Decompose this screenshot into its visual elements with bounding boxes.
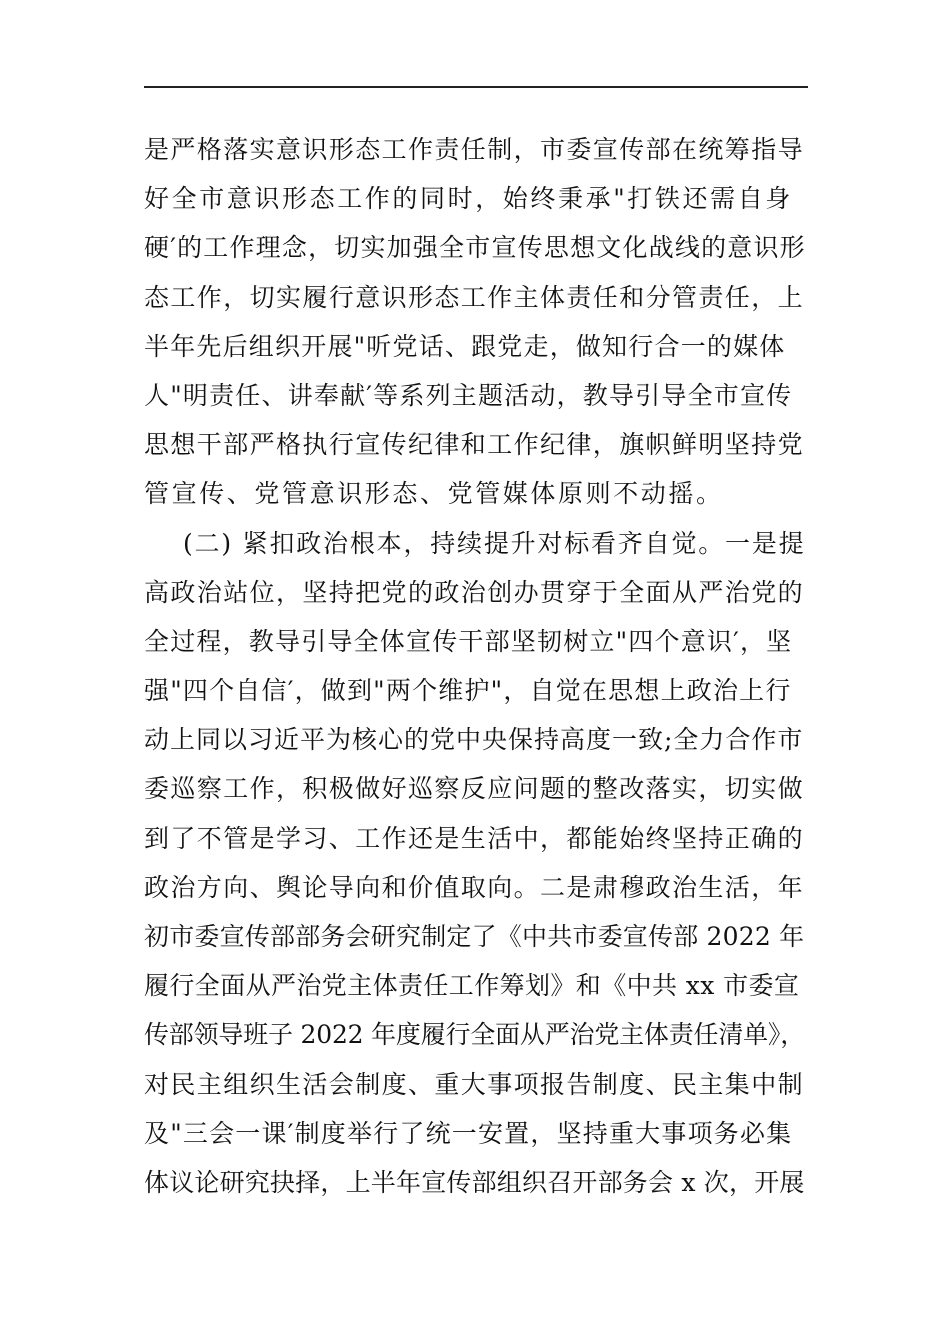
text-line: 政治方向、舆论导向和价值取向。二是肃穆政治生活，年	[144, 872, 805, 902]
text-line: 体议论研究抉择，上半年宣传部组织召开部务会 x 次，开展	[144, 1167, 805, 1197]
text-line: 对民主组织生活会制度、重大事项报告制度、民主集中制	[144, 1069, 805, 1099]
text-line: 高政治站位，坚持把党的政治创办贯穿于全面从严治党的	[144, 577, 805, 607]
text-line: 思想干部严格执行宣传纪律和工作纪律，旗帜鲜明坚持党	[144, 430, 805, 460]
section-heading-line: (二) 紧扣政治根本，持续提升对标看齐自觉。一是提	[144, 528, 806, 558]
text-line: 管宣传、党管意识形态、党管媒体原则不动摇。	[144, 479, 724, 509]
text-line: 人"明责任、讲奉献′等系列主题活动，教导引导全市宣传	[144, 380, 793, 410]
text-line: 是严格落实意识形态工作责任制，市委宣传部在统筹指导	[144, 135, 805, 164]
text-line: 动上同以习近平为核心的党中央保持高度一致;全力合作市	[144, 725, 804, 755]
text-line: 强"四个自信′，做到"两个维护"，自觉在思想上政治上行	[144, 676, 792, 706]
text-line: 到了不管是学习、工作还是生活中，都能始终坚持正确的	[144, 823, 805, 853]
text-line: 态工作，切实履行意识形态工作主体责任和分管责任，上	[144, 282, 805, 312]
text-line: 好全市意识形态工作的同时，始终秉承"打铁还需自身	[144, 184, 793, 214]
header-rule	[144, 86, 808, 88]
text-line: 半年先后组织开展"听党话、跟党走，做知行合一的媒体	[144, 331, 786, 361]
text-line: 委巡察工作，积极做好巡察反应问题的整改落实，切实做	[144, 774, 805, 804]
text-line: 全过程，教导引导全体宣传干部坚韧树立"四个意识′，坚	[144, 626, 793, 656]
body-text	[144, 125, 808, 1207]
text-line: 履行全面从严治党主体责任工作筹划》和《中共 xx 市委宣	[144, 971, 800, 1001]
text-line: 硬′的工作理念，切实加强全市宣传思想文化战线的意识形	[144, 233, 806, 263]
text-line: 初市委宣传部部务会研究制定了《中共市委宣传部 2022 年	[144, 922, 805, 951]
text-line: 及"三会一课′制度举行了统一安置，坚持重大事项务必集	[144, 1118, 793, 1148]
text-line: 传部领导班子 2022 年度履行全面从严治党主体责任清单》，	[144, 1020, 806, 1050]
